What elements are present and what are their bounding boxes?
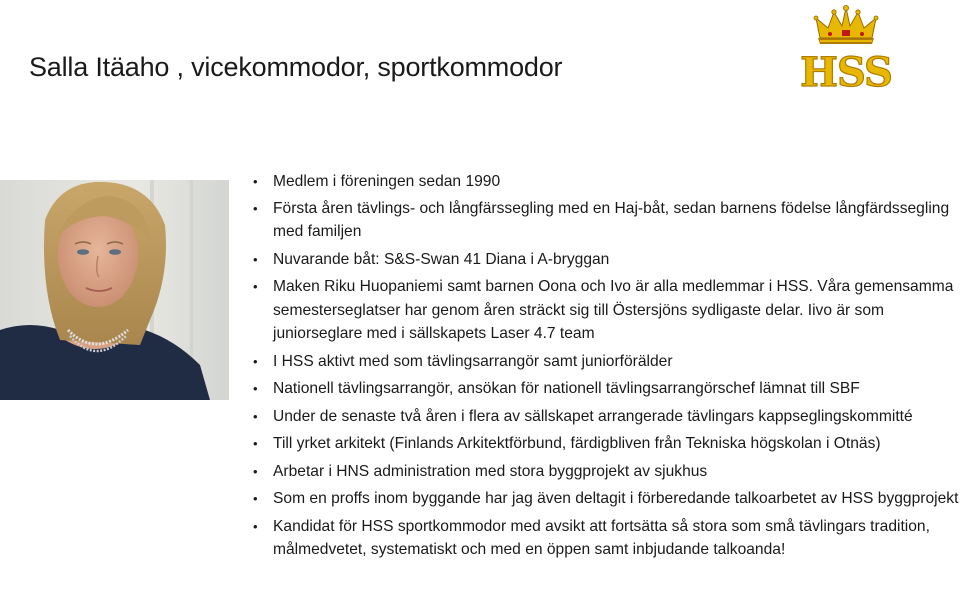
- bullet-dot: •: [253, 381, 258, 396]
- bullet-item: [253, 405, 960, 429]
- bullet-item: [253, 515, 960, 562]
- bullet-text: Nuvarande båt: S&S-Swan 41 Diana i A-bryggan: [273, 250, 610, 268]
- bullet-item: [253, 432, 960, 456]
- hss-logo: [796, 4, 896, 90]
- crown-icon: [814, 5, 878, 44]
- logo-text: HSS: [800, 49, 892, 90]
- bullet-dot: •: [253, 463, 258, 479]
- slide-title: Salla Itäaho , vicekommodor, sportkommodor: [29, 52, 563, 82]
- bullet-item: [253, 197, 960, 244]
- bullet-text: Nationell tävlingsarrangör, ansökan för nationell tävlingsarrangörschef lämnat till SBF: [273, 380, 860, 397]
- bullet-dot: •: [253, 251, 258, 267]
- bullet-text: Medlem i föreningen sedan 1990: [273, 173, 501, 190]
- bullet-dot: •: [253, 491, 258, 506]
- bullet-item: [253, 170, 960, 194]
- bullet-text: Maken Riku Huopaniemi samt barnen Oona och Ivo är alla medlemmar i HSS. Våra gemensamma semesterseglatser har genom åren sträckt sig till Östersjöns sydligaste delar. Iivo är som juniorseglare med i sällskapets Laser 4.7 team: [273, 278, 954, 342]
- bullet-text: Arbetar i HNS administration med stora byggprojekt av sjukhus: [273, 462, 708, 480]
- bullet-dot: •: [253, 200, 258, 216]
- bullet-dot: •: [253, 279, 258, 294]
- bullet-text: Till yrket arkitekt (Finlands Arkitektförbund, färdigbliven från Tekniska högskolan i Otnäs): [273, 435, 881, 452]
- bullet-dot: •: [253, 353, 258, 369]
- bullet-item: [253, 248, 960, 272]
- bullet-dot: •: [253, 408, 258, 424]
- bullet-item: [253, 377, 960, 401]
- bullet-item: [253, 350, 960, 374]
- bullet-dot: •: [253, 174, 258, 189]
- bullet-dot: •: [253, 436, 258, 451]
- bullet-text: Första åren tävlings- och långfärssegling med en Haj-båt, sedan barnens födelse långfärdssegling med familjen: [273, 199, 950, 240]
- bullet-list: [253, 170, 960, 566]
- bullet-item: [253, 460, 960, 484]
- portrait-photo: [0, 180, 229, 400]
- bullet-text: I HSS aktivt med som tävlingsarrangör samt juniorförälder: [273, 352, 673, 370]
- bullet-item: [253, 487, 960, 511]
- bullet-dot: •: [253, 518, 258, 534]
- bullet-text: Under de senaste två åren i flera av sällskapet arrangerade tävlingars kappseglingskommitté: [273, 407, 913, 425]
- bullet-text: Som en proffs inom byggande har jag även deltagit i förberedande talkoarbetet av HSS byggprojekt: [273, 490, 959, 507]
- bullet-item: [253, 275, 960, 346]
- bullet-text: Kandidat för HSS sportkommodor med avsikt att fortsätta så stora som små tävlingars tradition, målmedvetet, systematiskt och med en öppen samt inbjudande talkoanda!: [273, 517, 930, 558]
